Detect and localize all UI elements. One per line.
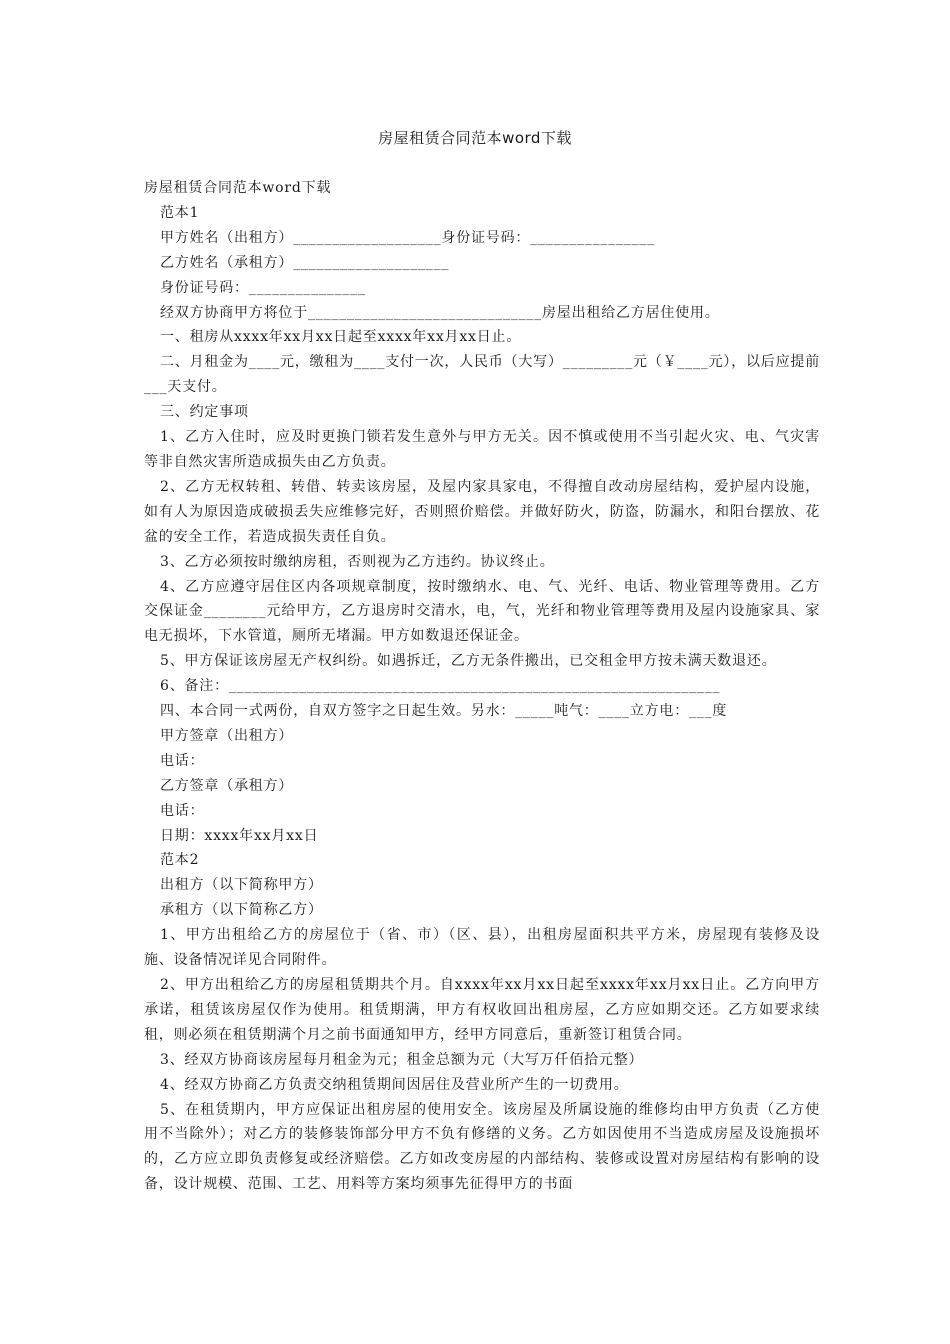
document-paragraph: 2、乙方无权转租、转借、转卖该房屋，及屋内家具家电，不得擅自改动房屋结构，爱护屋内设施，如有人为原因造成破损丢失应维修完好，否则照价赔偿。并做好防火，防盗，防漏水，和阳台摆放、花盆的安全工作，若造成损失责任自负。 — [144, 478, 820, 545]
document-paragraph: 三、约定事项 — [160, 404, 249, 421]
document-paragraph: 乙方姓名（承租方）____________________ — [160, 254, 450, 271]
document-paragraph: 范本2 — [160, 852, 200, 869]
document-paragraph: 5、甲方保证该房屋无产权纠纷。如遇拆迁，乙方无条件搬出，已交租金甲方按未满天数退还。 — [160, 653, 777, 670]
document-paragraph: 电话： — [160, 752, 205, 769]
document-paragraph: 甲方签章（出租方） — [160, 727, 294, 744]
document-paragraph: 4、乙方应遵守居住区内各项规章制度，按时缴纳水、电、气、光纤、电话、物业管理等费用。乙方交保证金________元给甲方，乙方退房时交清水，电，气，光纤和物业管理等费用及屋内设施家具、家电无损坏，下水管道，厕所无堵漏。甲方如数退还保证金。 — [144, 578, 820, 645]
document-paragraph: 四、本合同一式两份，自双方签字之日起生效。另水：_____吨气：____立方电：___度 — [160, 703, 728, 720]
document-body — [144, 176, 820, 1197]
document-paragraph: 1、乙方入住时，应及时更换门锁若发生意外与甲方无关。因不慎或使用不当引起火灾、电、气灾害等非自然灾害所造成损失由乙方负责。 — [144, 429, 820, 470]
document-paragraph: 承租方（以下简称乙方） — [160, 902, 323, 919]
document-paragraph: 电话： — [160, 802, 205, 819]
document-paragraph: 5、在租赁期内，甲方应保证出租房屋的使用安全。该房屋及所属设施的维修均由甲方负责（乙方使用不当除外）；对乙方的装修装饰部分甲方不负有修缮的义务。乙方如因使用不当造成房屋及设施损坏的，乙方应立即负责修复或经济赔偿。乙方如改变房屋的内部结构、装修或设置对房屋结构有影响的设备，设计规模、范围、工艺、用料等方案均须事先征得甲方的书面 — [144, 1101, 820, 1193]
document-paragraph: 房屋租赁合同范本word下载 — [144, 180, 332, 196]
document-paragraph: 一、租房从xxxx年xx月xx日起至xxxx年xx月xx日止。 — [160, 329, 522, 346]
document-paragraph: 4、经双方协商乙方负责交纳租赁期间因居住及营业所产生的一切费用。 — [160, 1076, 629, 1093]
document-paragraph: 6、备注：_______________________________________________________________ — [160, 678, 721, 695]
document-paragraph: 1、甲方出租给乙方的房屋位于（省、市）（区、县），出租房屋面积共平方米，房屋现有装修及设施、设备情况详见合同附件。 — [144, 927, 820, 969]
document-paragraph: 3、经双方协商该房屋每月租金为元；租金总额为元（大写万仟佰拾元整） — [160, 1051, 644, 1068]
document-paragraph: 乙方签章（承租方） — [160, 777, 294, 794]
document-paragraph: 经双方协商甲方将位于______________________________房屋出租给乙方居住使用。 — [160, 304, 720, 321]
document-paragraph: 范本1 — [160, 204, 200, 221]
document-paragraph: 身份证号码：_______________ — [160, 279, 366, 296]
document-paragraph: 甲方姓名（出租方）___________________身份证号码：________________ — [160, 229, 655, 246]
document-paragraph: 3、乙方必须按时缴纳房租，否则视为乙方违约。协议终止。 — [160, 553, 555, 570]
document-paragraph: 二、月租金为____元，缴租为____支付一次，人民币（大写）_________元（￥____元），以后应提前___天支付。 — [144, 354, 820, 396]
document-title: 房屋租赁合同范本word下载 — [378, 129, 572, 147]
document-paragraph: 出租方（以下简称甲方） — [160, 877, 323, 894]
document-paragraph: 2、甲方出租给乙方的房屋租赁期共个月。自xxxx年xx月xx日起至xxxx年xx月xx日止。乙方向甲方承诺，租赁该房屋仅作为使用。租赁期满，甲方有权收回出租房屋，乙方应如期交还。乙方如要求续租，则必须在租赁期满个月之前书面通知甲方，经甲方同意后，重新签订租赁合同。 — [144, 977, 820, 1043]
document-paragraph: 日期：xxxx年xx月xx日 — [160, 827, 319, 844]
